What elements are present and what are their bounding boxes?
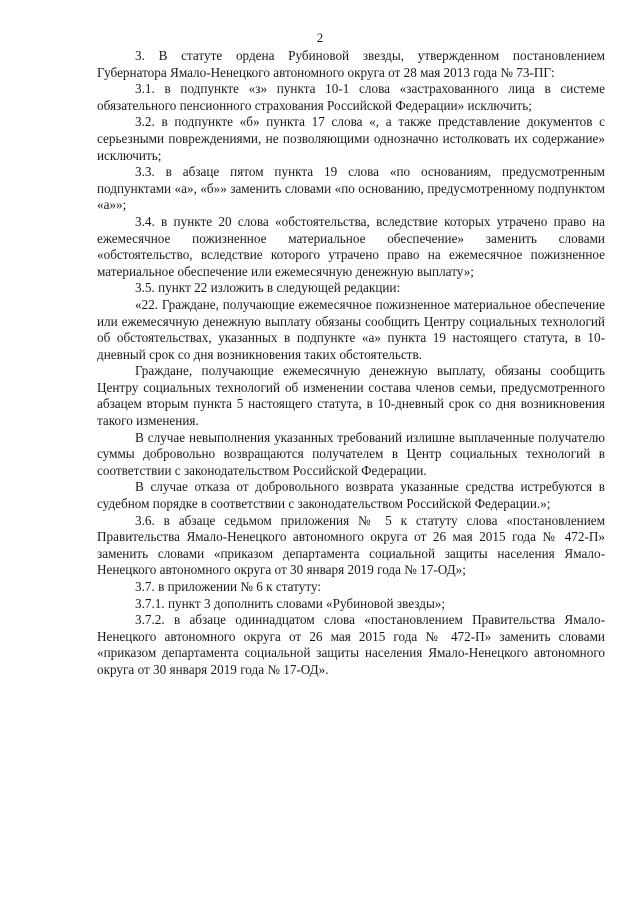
paragraph-3-7: 3.7. в приложении № 6 к статуту: bbox=[135, 579, 322, 594]
paragraph-3-7-1: 3.7.1. пункт 3 дополнить словами «Рубиновой звезды»; bbox=[135, 595, 446, 611]
paragraph-3-2: 3.2. в подпункте «б» пункта 17 слова «, а также представление документов с серьезными повреждениями, не позволяющими однозначно истолковать их содержание» исключить; bbox=[97, 114, 605, 163]
paragraph-22-1: «22. Граждане, получающие ежемесячное пожизненное материальное обеспечение или ежемесячную денежную выплату обязаны сообщить Центру социальных технологий об обстоятельствах, указанных в подпункте «а» пункта 19 настоящего статута, в 10-дневный срок со дня возникновения таких обстоятельств. bbox=[97, 296, 605, 362]
paragraph-3-1: 3.1. в подпункте «з» пункта 10-1 слова «застрахованного лица в системе обязательного пенсионного страхования Российской Федерации» исключить; bbox=[97, 81, 605, 113]
paragraph-22-2: Граждане, получающие ежемесячную денежную выплату, обязаны сообщить Центру социальных технологий об изменении состава членов семьи, предусмотренного абзацем вторым пункта 5 настоящего статута, в 10-дневный срок со дня возникновения такого изменения. bbox=[97, 363, 605, 429]
page-number: 2 bbox=[316, 30, 324, 45]
paragraph-22-4: В случае отказа от добровольного возврата указанные средства истребуются в судебном порядке в соответствии с законодательством Российской Федерации.»; bbox=[97, 479, 605, 512]
paragraph-3-3: 3.3. в абзаце пятом пункта 19 слова «по основаниям, предусмотренным подпунктами «а», «б»» заменить словами «по основанию, предусмотренному подпунктом «а»»; bbox=[97, 164, 605, 213]
paragraph-3-7-2: 3.7.2. в абзаце одиннадцатом слова «постановлением Правительства Ямало-Ненецкого автономного округа от 26 мая 2015 года № 472-П» заменить словами «приказом департамента социальной защиты населения Ямало-Ненецкого автономного округа от 30 января 2019 года № 17-ОД». bbox=[97, 612, 605, 677]
paragraph-3-4: 3.4. в пункте 20 слова «обстоятельства, вследствие которых утрачено право на ежемесячное пожизненное материальное обеспечение» заменить словами «обстоятельство, вследствие которого утрачено право на ежемесячное пожизненное материальное обеспечение или ежемесячную денежную выплату»; bbox=[97, 213, 605, 279]
paragraph-3: 3. В статуте ордена Рубиновой звезды, утвержденном постановлением Губернатора Ямало-Ненецкого автономного округа от 28 мая 2013 года № 73-ПГ: bbox=[97, 48, 605, 80]
paragraph-22-3: В случае невыполнения указанных требований излишне выплаченные получателю суммы добровольно возвращаются получателем в Центр социальных технологий в соответствии с законодательством Российской Федерации. bbox=[97, 429, 605, 478]
paragraph-3-5: 3.5. пункт 22 изложить в следующей редакции: bbox=[135, 280, 401, 296]
document-body bbox=[97, 48, 605, 679]
paragraph-3-6: 3.6. в абзаце седьмом приложения № 5 к статуту слова «постановлением Правительства Ямало-Ненецкого автономного округа от 26 мая 2015 года № 472-П» заменить словами «приказом департамента социальной защиты населения Ямало-Ненецкого автономного округа от 30 января 2019 года № 17-ОД»; bbox=[97, 512, 605, 578]
